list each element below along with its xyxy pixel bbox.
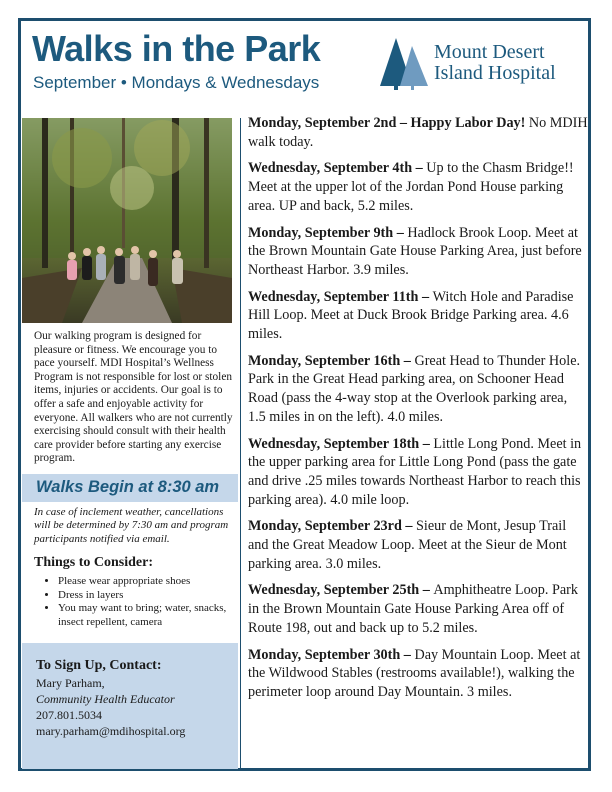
consider-item: • You may want to bring; water, snacks, insect repellent, camera (58, 602, 236, 629)
walk-entry (248, 224, 588, 280)
contact-name: Mary Parham, (36, 676, 105, 690)
signup-title: To Sign Up, Contact: (36, 658, 162, 673)
contact-phone: 207.801.5034 (36, 708, 102, 722)
walk-entry (248, 646, 588, 702)
walk-date: Monday, September 30th – (248, 646, 415, 663)
walk-date: Wednesday, September 11th – (248, 288, 433, 305)
hospital-name-line2: Island Hospital (434, 62, 556, 84)
pine-trees-icon (376, 36, 432, 92)
hospital-name-line1: Mount Desert (434, 41, 545, 63)
hospital-logo (376, 36, 586, 96)
walk-description: Up to the Chasm Bridge!! Meet at the upper lot of the Jordan Pond House parking area. UP and back, 5.2 miles. (248, 160, 574, 214)
walk-description: No MDIH walk today. (248, 115, 588, 150)
weather-note: In case of inclement weather, cancellations will be determined by 7:30 am and program participants notified via email. (34, 506, 229, 545)
walk-entry (248, 159, 588, 215)
walk-date: Monday, September 23rd – (248, 518, 417, 535)
walk-date: Monday, September 16th – (248, 352, 415, 369)
walk-date: Wednesday, September 4th – (248, 160, 427, 177)
walk-entry (248, 435, 588, 510)
consider-title: Things to Consider: (34, 555, 154, 570)
signup-box (22, 643, 238, 769)
page-subtitle: September • Mondays & Wednesdays (33, 73, 320, 92)
contact-role: Community Health Educator (36, 692, 175, 706)
consider-item: • Please wear appropriate shoes (58, 575, 236, 589)
column-divider (240, 118, 241, 770)
header (18, 20, 591, 116)
walk-date: Monday, September 2nd – (248, 115, 411, 131)
walk-description: Hadlock Brook Loop. Meet at the Brown Mountain Gate House Parking Area, just before Northeast Harbor. 3.9 miles. (248, 224, 582, 278)
walk-description: Great Head to Thunder Hole. Park in the Great Head parking area, on Schooner Head Road (pass the 4-way stop at the Overlook parking area, 1.5 miles in on the left). 4.0 miles. (248, 352, 581, 425)
walk-schedule (248, 114, 588, 710)
walk-entry (248, 581, 588, 637)
walk-date: Wednesday, September 18th – (248, 435, 434, 452)
walk-description: Witch Hole and Paradise Hill Loop. Meet at Duck Brook Bridge Parking area. 4.6 miles. (248, 288, 574, 343)
walk-entry (248, 114, 588, 151)
hospital-name (434, 42, 556, 84)
page-title: Walks in the Park (32, 28, 321, 69)
walk-entry (248, 517, 588, 573)
walk-entry (248, 352, 588, 427)
walkers-photo (22, 118, 232, 323)
begin-time-label: Walks Begin at 8:30 am (36, 478, 220, 496)
walk-description: Little Long Pond. Meet in the upper parking area for Little Long Pond (pass the gate and drive .25 miles towards Northeast Harbor to reach this parking area). 4.0 mile loop. (248, 435, 582, 508)
walk-description: Sieur de Mont, Jesup Trail and the Great Meadow Loop. Meet at the Sieur de Mont parking area. 3.0 miles. (248, 518, 567, 572)
walk-entry (248, 288, 588, 344)
walk-date: Monday, September 9th – (248, 224, 408, 241)
walk-description: Day Mountain Loop. Meet at the Wildwood Stables (restrooms available!), walking the perimeter loop around Day Mountain. 3 miles. (248, 646, 581, 700)
walk-description: Amphitheatre Loop. Park in the Brown Mountain Gate House Parking Area off of Route 198, out and back up to 5.2 miles. (248, 582, 578, 636)
program-intro: Our walking program is designed for pleasure or fitness. We encourage you to pace yourself. MDI Hospital’s Wellness Program is not responsible for lost or stolen items, injuries or accidents. Our goal is to offer a safe and enjoyable activity for everyone. All walkers who are not currently exercising should consult with their health care provider before starting any exercise program. (34, 330, 233, 465)
contact-email[interactable]: mary.parham@mdihospital.org (36, 724, 186, 738)
walk-highlight: Happy Labor Day! (410, 115, 526, 131)
walk-date: Wednesday, September 25th – (248, 582, 434, 599)
consider-list (36, 575, 236, 629)
consider-item: • Dress in layers (58, 589, 236, 603)
